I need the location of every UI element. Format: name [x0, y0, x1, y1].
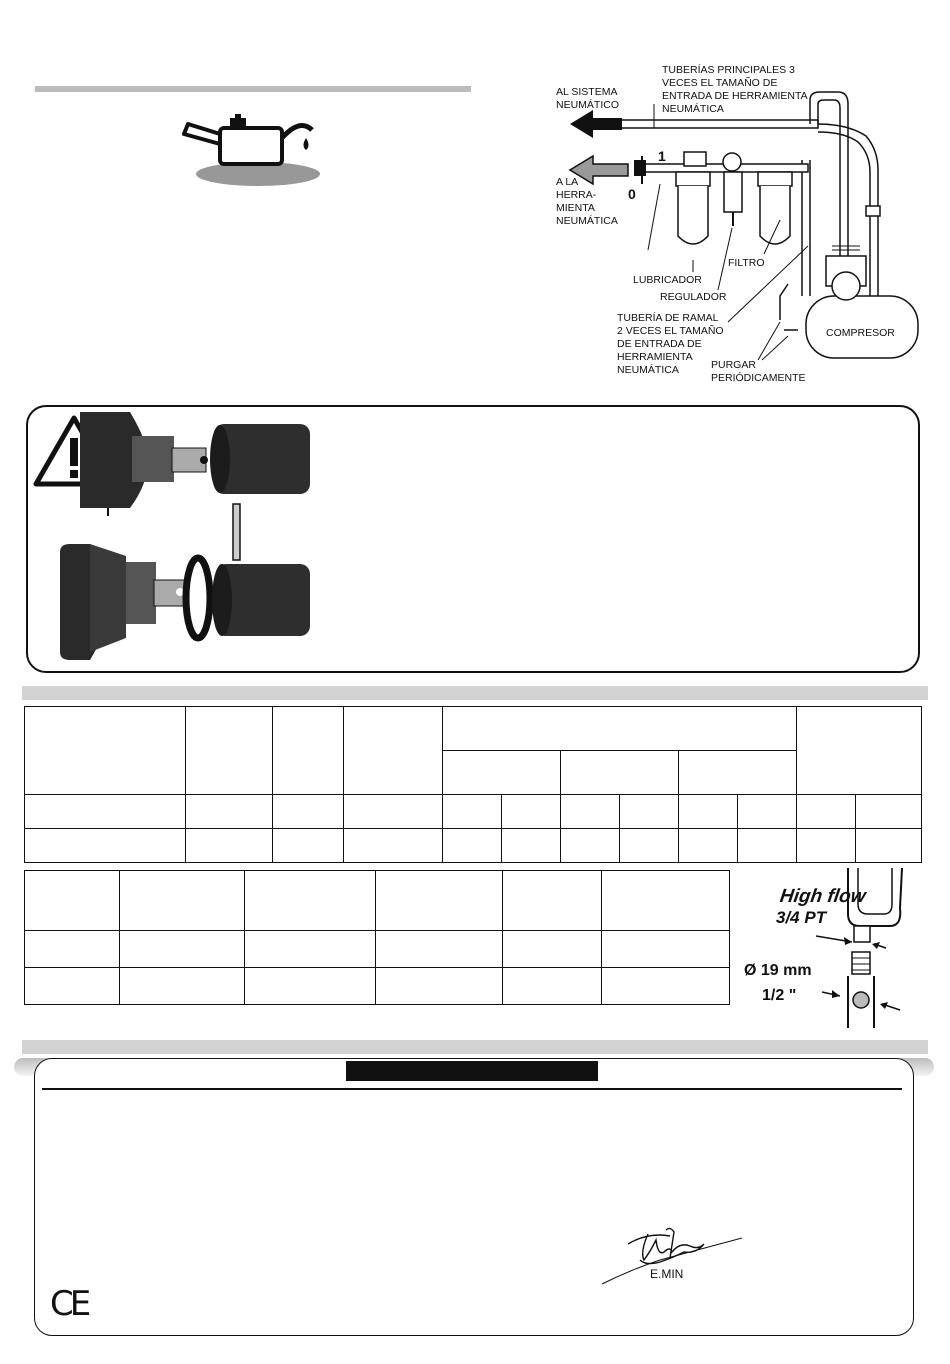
table-cell: [443, 829, 502, 863]
table-cell: [186, 795, 273, 829]
table-cell: [186, 829, 273, 863]
declaration-title-bar: [346, 1061, 598, 1081]
table-cell: [856, 829, 922, 863]
label-drain-line: PERIÓDICAMENTE: [711, 372, 806, 384]
fitting-diameter-label: Ø 19 mm: [744, 962, 812, 979]
table-cell: [344, 795, 443, 829]
label-branch-pipe-line: TUBERÍA DE RAMAL: [617, 312, 719, 324]
table-cell: [120, 871, 245, 931]
table-cell: [443, 751, 561, 795]
table-cell: [679, 795, 738, 829]
label-main-pipes-line: VECES EL TAMAÑO DE: [662, 77, 778, 89]
table-cell: [679, 829, 738, 863]
label-main-pipes-line: TUBERÍAS PRINCIPALES 3: [662, 64, 795, 76]
fitting-flow-label: High flow: [778, 886, 868, 907]
table-cell: [561, 795, 620, 829]
section-rule-top: [35, 86, 471, 92]
signature-name: E.MIN: [650, 1267, 684, 1281]
table-row: [25, 931, 730, 968]
label-branch-pipe-line: 2 VECES EL TAMAÑO: [617, 325, 724, 337]
table-row: [25, 795, 922, 829]
table-cell: [245, 931, 376, 968]
table-cell: [797, 795, 856, 829]
table-cell: [738, 829, 797, 863]
label-branch-pipe-line: DE ENTRADA DE: [617, 338, 702, 350]
label-to-tool-line: NEUMÁTICA: [556, 215, 618, 227]
label-to-system: [556, 86, 619, 112]
table-cell: [561, 751, 679, 795]
table-cell: [25, 931, 120, 968]
label-to-system-line: NEUMÁTICO: [556, 99, 619, 111]
table-cell: [856, 795, 922, 829]
label-main-pipes-line: ENTRADA DE HERRAMIENTA: [662, 90, 808, 102]
valve-on-label: 1: [658, 148, 666, 164]
label-branch-pipe-line: HERRAMIENTA: [617, 351, 693, 363]
label-branch-pipe: [617, 312, 724, 377]
valve-off-label: 0: [628, 186, 636, 202]
table-cell: [602, 968, 730, 1005]
label-regulator: REGULADOR: [660, 291, 727, 303]
label-lubricator: LUBRICADOR: [633, 274, 702, 286]
oil-can-icon: [180, 108, 340, 188]
table-cell: [25, 968, 120, 1005]
table-cell: [25, 871, 120, 931]
label-branch-pipe-line: NEUMÁTICA: [617, 364, 679, 376]
table-row: [25, 707, 922, 751]
spec-table-secondary: [24, 870, 730, 1005]
spec-table-main: [24, 706, 922, 863]
table-cell: [443, 795, 502, 829]
table-cell: [738, 795, 797, 829]
table-cell: [120, 931, 245, 968]
label-to-tool-line: MIENTA: [556, 202, 595, 214]
table-cell: [344, 829, 443, 863]
table-cell: [502, 795, 561, 829]
table-cell: [273, 829, 344, 863]
table-cell: [443, 707, 797, 751]
table-cell: [503, 968, 602, 1005]
table-cell: [273, 795, 344, 829]
table-cell: [25, 707, 186, 795]
table-row: [25, 871, 730, 931]
table-cell: [273, 707, 344, 795]
label-drain-line: PURGAR: [711, 359, 756, 371]
table-cell: [561, 829, 620, 863]
label-to-tool-line: HERRA-: [556, 189, 597, 201]
fitting-thread-label: 3/4 PT: [776, 908, 827, 927]
table-cell: [797, 829, 856, 863]
table-cell: [679, 751, 797, 795]
section-band-specs: [22, 686, 928, 700]
table-row: [25, 968, 730, 1005]
table-cell: [503, 871, 602, 931]
table-cell: [602, 931, 730, 968]
table-cell: [25, 829, 186, 863]
section-band-declaration: [22, 1040, 928, 1054]
table-cell: [344, 707, 443, 795]
table-cell: [797, 707, 922, 795]
label-to-system-line: AL SISTEMA: [556, 86, 618, 98]
label-main-pipes-line: NEUMÁTICA: [662, 103, 724, 115]
label-drain: [711, 359, 806, 385]
table-cell: [502, 829, 561, 863]
table-cell: [25, 795, 186, 829]
socket-retainer-illustration: [60, 412, 322, 664]
table-cell: [376, 871, 503, 931]
fitting-inch-label: 1/2 ": [762, 987, 797, 1004]
table-cell: [376, 931, 503, 968]
label-to-tool-line: A LA: [556, 176, 579, 188]
label-main-pipes: [662, 64, 808, 116]
label-filter: FILTRO: [728, 257, 765, 269]
ce-mark-logo: CE: [50, 1284, 88, 1324]
label-compressor: COMPRESOR: [826, 327, 895, 339]
table-cell: [376, 968, 503, 1005]
declaration-rule: [42, 1088, 902, 1090]
table-cell: [503, 931, 602, 968]
table-row: [25, 829, 922, 863]
table-cell: [620, 795, 679, 829]
table-cell: [186, 707, 273, 795]
label-to-tool: [556, 176, 618, 228]
declaration-box: [34, 1058, 914, 1336]
table-cell: [620, 829, 679, 863]
table-cell: [120, 968, 245, 1005]
table-cell: [245, 968, 376, 1005]
table-cell: [602, 871, 730, 931]
table-cell: [245, 871, 376, 931]
